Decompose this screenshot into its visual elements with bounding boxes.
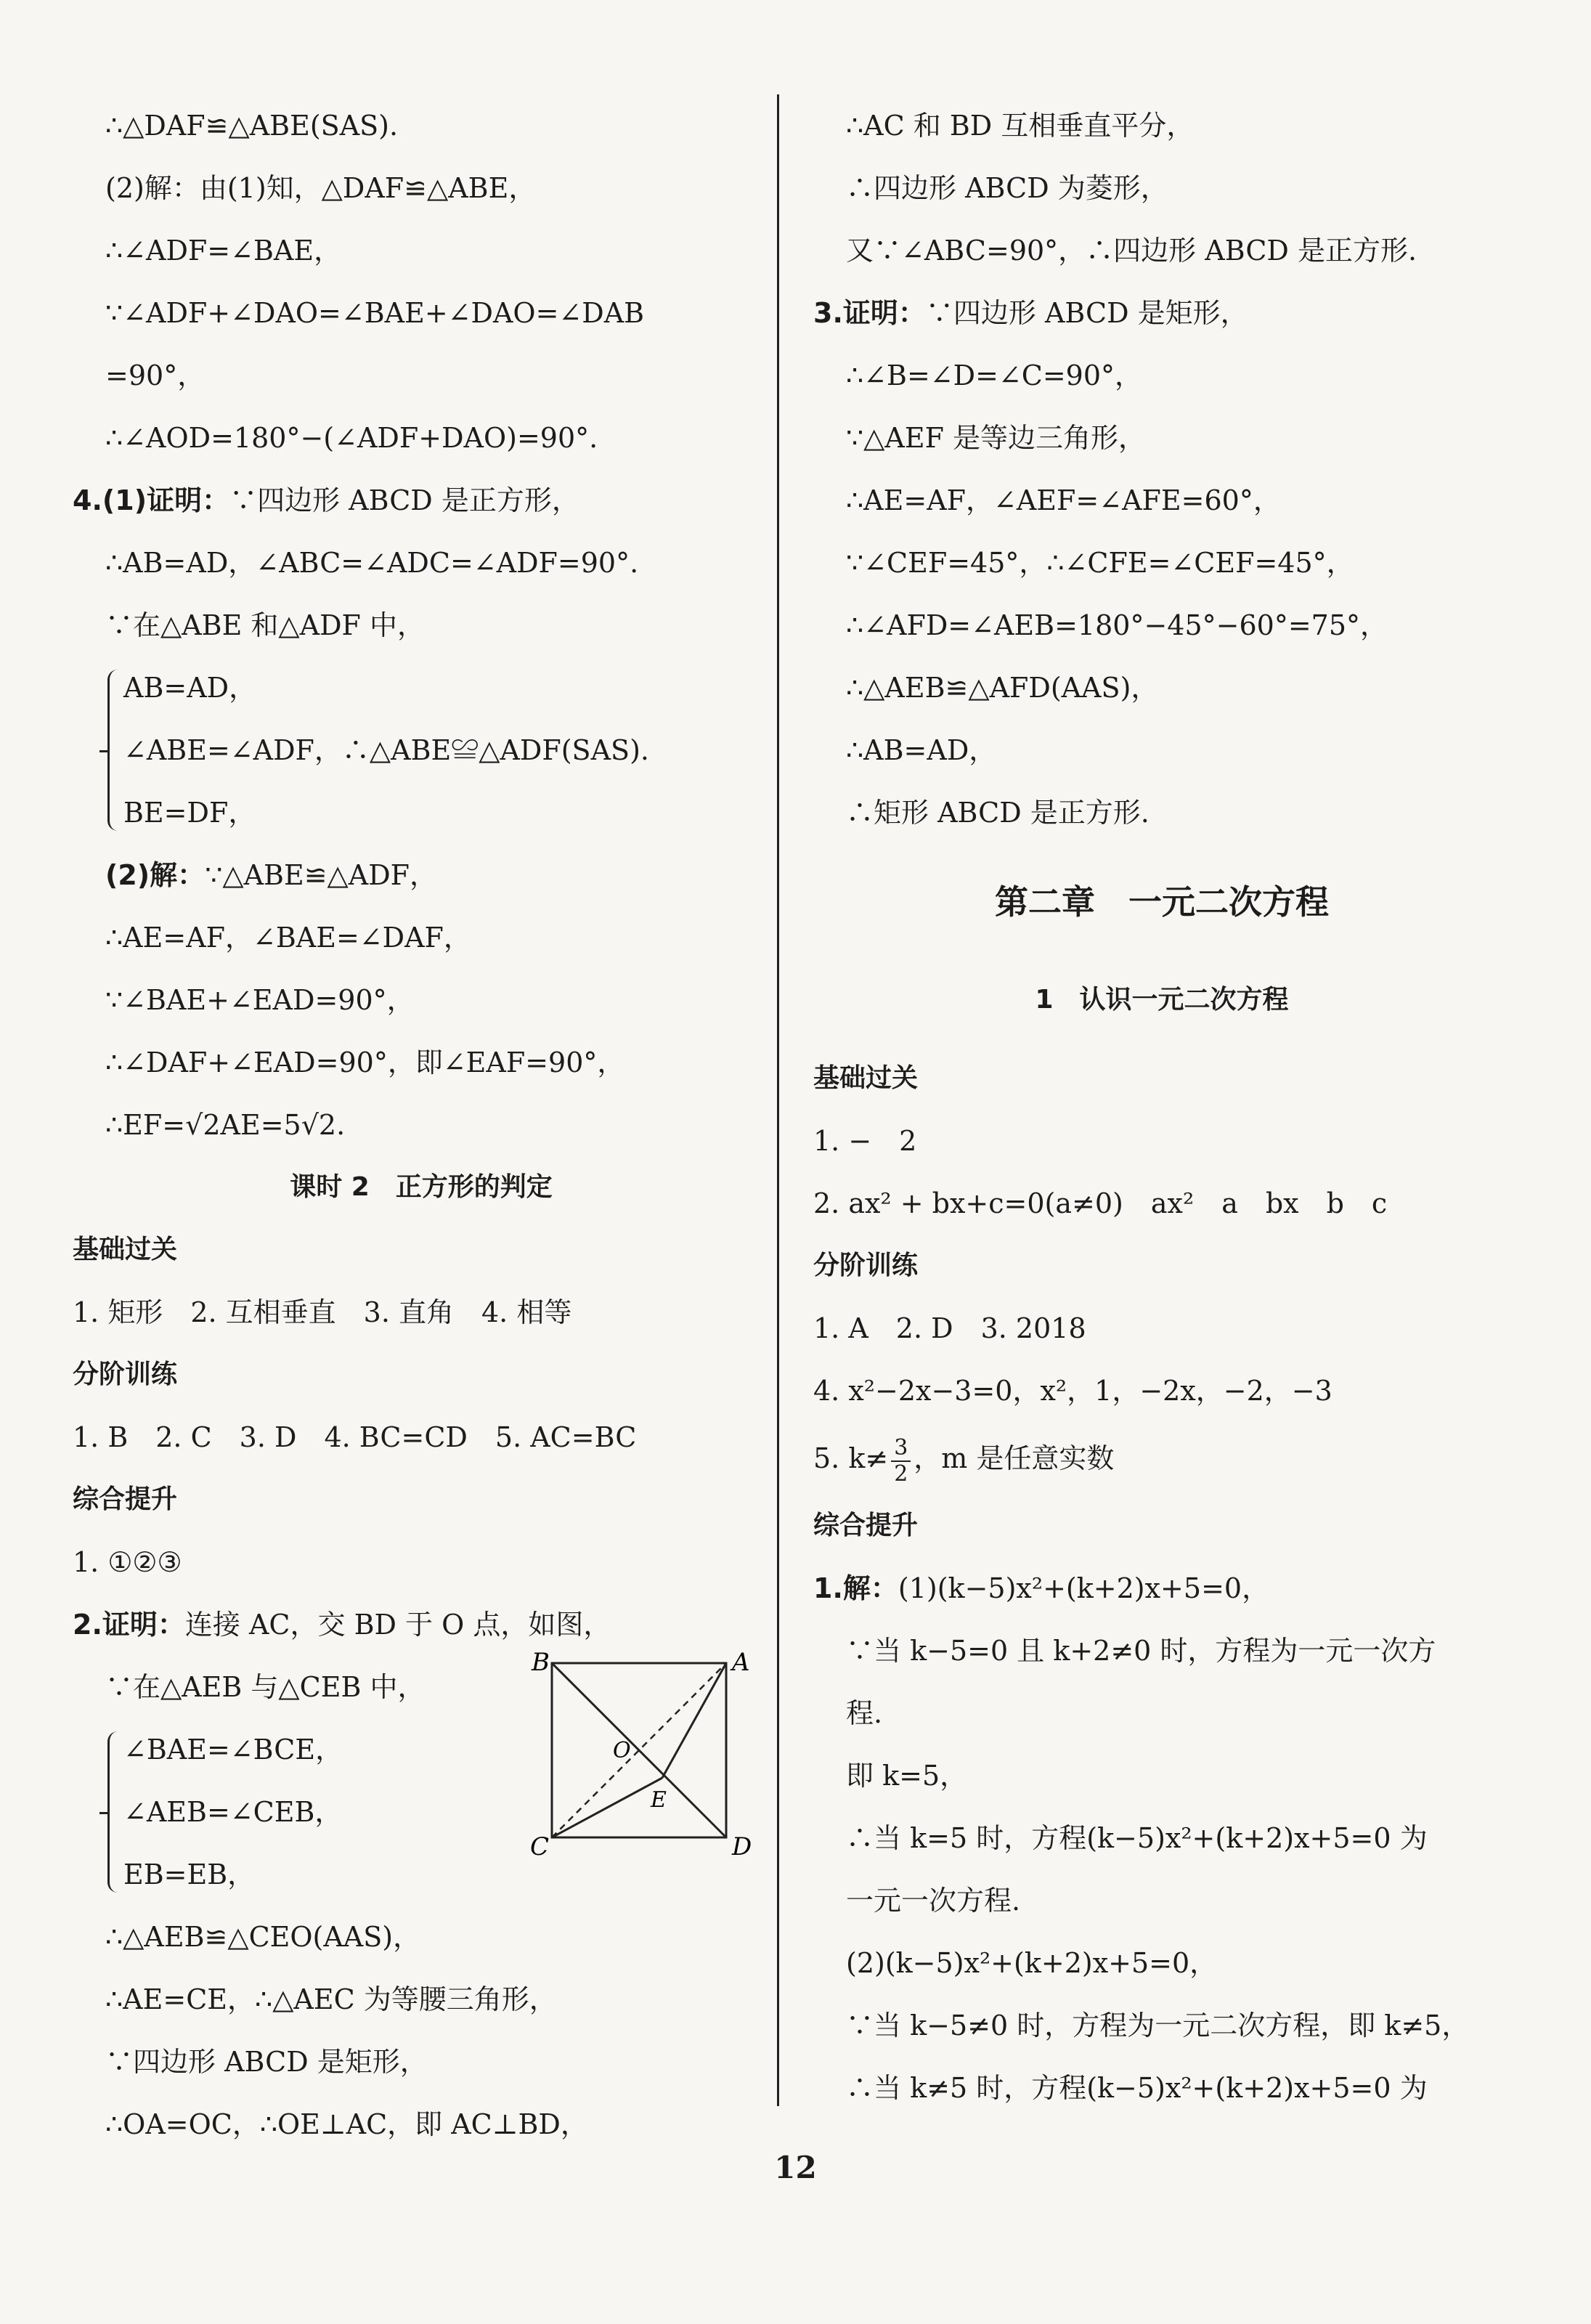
proof-label: 证明：: [102, 1609, 185, 1641]
text-line: ∵△AEF 是等边三角形，: [846, 422, 1147, 454]
text-line: ∴∠ADF=∠BAE，: [105, 235, 342, 267]
label-d: D: [732, 1832, 752, 1859]
label-a: A: [732, 1649, 750, 1677]
fraction-numerator: 3: [891, 1436, 911, 1462]
text-line: ∴四边形 ABCD 为菱形，: [846, 172, 1168, 204]
text-line: ∴△DAF≌△ABE(SAS).: [105, 110, 399, 142]
solution-label: (2)解：: [105, 859, 206, 891]
text-line: ∴矩形 ABCD 是正方形.: [846, 797, 1149, 829]
text-line: ∴EF=√2AE=5√2.: [105, 1109, 346, 1141]
label-b: B: [532, 1649, 550, 1677]
text-line: ∵∠CEF=45°，∴∠CFE=∠CEF=45°，: [846, 547, 1354, 579]
fraction: [891, 1436, 911, 1487]
section-heading: 综合提升: [813, 1511, 919, 1540]
text-line: ∴∠AOD=180°−(∠ADF+DAO)=90°.: [105, 422, 598, 454]
question-number: 4.: [73, 484, 102, 516]
equation-system-2: [73, 1718, 770, 1906]
section-heading: 基础过关: [73, 1235, 178, 1264]
label-o: O: [613, 1738, 631, 1763]
label-c: C: [530, 1832, 550, 1859]
section-heading: 分阶训练: [813, 1251, 919, 1280]
text-span: ∵△ABE≌△ADF，: [205, 859, 438, 891]
text-span: 5. k≠: [813, 1442, 889, 1474]
page-number: 12: [774, 2150, 817, 2185]
text-line: ∴∠B=∠D=∠C=90°，: [846, 359, 1143, 391]
text-line: ∵当 k−5≠0 时，方程为一元二次方程，即 k≠5，: [846, 2010, 1470, 2041]
solution-label: 解：: [842, 1572, 898, 1604]
text-line: 即 k=5，: [846, 1760, 968, 1792]
text-line: ∴AC 和 BD 互相垂直平分，: [846, 110, 1195, 142]
text-line: ∴当 k≠5 时，方程(k−5)x²+(k+2)x+5=0 为: [846, 2072, 1428, 2104]
question-4: [73, 469, 770, 532]
column-divider: [777, 94, 779, 2106]
text-line: ∴AE=CE，∴△AEC 为等腰三角形，: [105, 1983, 557, 2015]
answer-line: [813, 1422, 1510, 1495]
text-line: ∴AE=AF，∠BAE=∠DAF，: [105, 922, 471, 954]
text-line: 一元一次方程.: [846, 1885, 1021, 1917]
text-line: 又∵∠ABC=90°，∴四边形 ABCD 是正方形.: [846, 235, 1417, 267]
fraction-denominator: 2: [894, 1460, 908, 1487]
question-1: [813, 1557, 1510, 1620]
text-line: ∴AB=AD，∠ABC=∠ADC=∠ADF=90°.: [105, 547, 639, 579]
text-line: =90°，: [105, 359, 206, 391]
system-line: EB=EB，: [123, 1858, 256, 1890]
system-line: AB=AD，: [123, 672, 257, 704]
text-line: ∴当 k=5 时，方程(k−5)x²+(k+2)x+5=0 为: [846, 1822, 1428, 1854]
text-span: (1)(k−5)x²+(k+2)x+5=0，: [898, 1572, 1270, 1604]
answer-line: 4. x²−2x−3=0，x²，1，−2x，−2，−3: [813, 1375, 1332, 1407]
text-span: ∵四边形 ABCD 是矩形，: [925, 297, 1248, 329]
text-line: ∴AE=AF，∠AEF=∠AFE=60°，: [846, 484, 1281, 516]
brace-icon: [107, 1731, 121, 1893]
text-span: 连接 AC，交 BD 于 O 点，如图，: [184, 1609, 611, 1641]
text-line: ∴∠DAF+∠EAD=90°，即∠EAF=90°，: [105, 1047, 625, 1078]
system-line: ∠BAE=∠BCE，: [123, 1734, 343, 1766]
brace-icon: [107, 670, 121, 831]
text-line: ∵当 k−5=0 且 k+2≠0 时，方程为一元一次方: [846, 1635, 1436, 1667]
system-line: BE=DF，: [123, 797, 256, 829]
left-column: [73, 94, 770, 2156]
answer-line: 1. A 2. D 3. 2018: [813, 1312, 1086, 1344]
question-number: 1.: [813, 1572, 843, 1604]
text-line: ∴△AEB≌△AFD(AAS)，: [846, 672, 1159, 704]
text-line: (2)解：由(1)知，△DAF≌△ABE，: [105, 172, 537, 204]
answer-line: 1. B 2. C 3. D 4. BC=CD 5. AC=BC: [73, 1421, 637, 1453]
text-line: ∴OA=OC，∴OE⊥AC，即 AC⊥BD，: [105, 2108, 588, 2140]
text-line: ∵在△AEB 与△CEB 中，: [105, 1671, 426, 1703]
lesson-title: 1 认识一元二次方程: [1035, 985, 1289, 1015]
text-line: ∴AB=AD，: [846, 734, 997, 766]
text-span: ，m 是任意实数: [913, 1442, 1115, 1474]
proof-label: 证明：: [842, 297, 926, 329]
text-span: ∵四边形 ABCD 是正方形，: [229, 484, 579, 516]
label-e: E: [651, 1787, 667, 1813]
section-heading: 分阶训练: [73, 1360, 178, 1389]
question-number: 3.: [813, 297, 843, 329]
answer-line: 1. 矩形 2. 互相垂直 3. 直角 4. 相等: [73, 1296, 572, 1328]
text-line: ∴∠AFD=∠AEB=180°−45°−60°=75°，: [846, 609, 1388, 641]
section-heading: 综合提升: [73, 1484, 178, 1514]
question-3: [813, 282, 1510, 344]
answer-line: 1. ①②③: [73, 1546, 182, 1578]
proof-label: (1)证明：: [102, 484, 230, 516]
section-heading: 基础过关: [813, 1063, 919, 1093]
text-line: ∵四边形 ABCD 是矩形，: [105, 2046, 428, 2078]
text-line: [73, 844, 770, 906]
lesson-title: 课时 2 正方形的判定: [290, 1172, 553, 1202]
question-number: 2.: [73, 1609, 102, 1641]
right-column: [813, 94, 1510, 2119]
text-line: ∴△AEB≌△CEO(AAS)，: [105, 1921, 421, 1953]
question-2: [73, 1593, 770, 1656]
system-line: ∠AEB=∠CEB，: [123, 1796, 343, 1828]
text-line: ∵∠ADF+∠DAO=∠BAE+∠DAO=∠DAB: [105, 297, 645, 329]
answer-line: 1. − 2: [813, 1125, 917, 1157]
answer-line: 2. ax² + bx+c=0(a≠0) ax² a bx b c: [813, 1187, 1388, 1219]
text-line: (2)(k−5)x²+(k+2)x+5=0，: [846, 1947, 1218, 1979]
text-line: 程.: [846, 1697, 883, 1729]
chapter-title: 第二章 一元二次方程: [995, 882, 1329, 922]
text-line: ∵在△ABE 和△ADF 中，: [105, 609, 425, 641]
equation-system-1: [73, 657, 770, 844]
system-line: ∠ABE=∠ADF，∴△ABE≌△ADF(SAS).: [123, 734, 649, 766]
text-line: ∵∠BAE+∠EAD=90°，: [105, 984, 415, 1016]
figure-row: [73, 1649, 770, 1906]
